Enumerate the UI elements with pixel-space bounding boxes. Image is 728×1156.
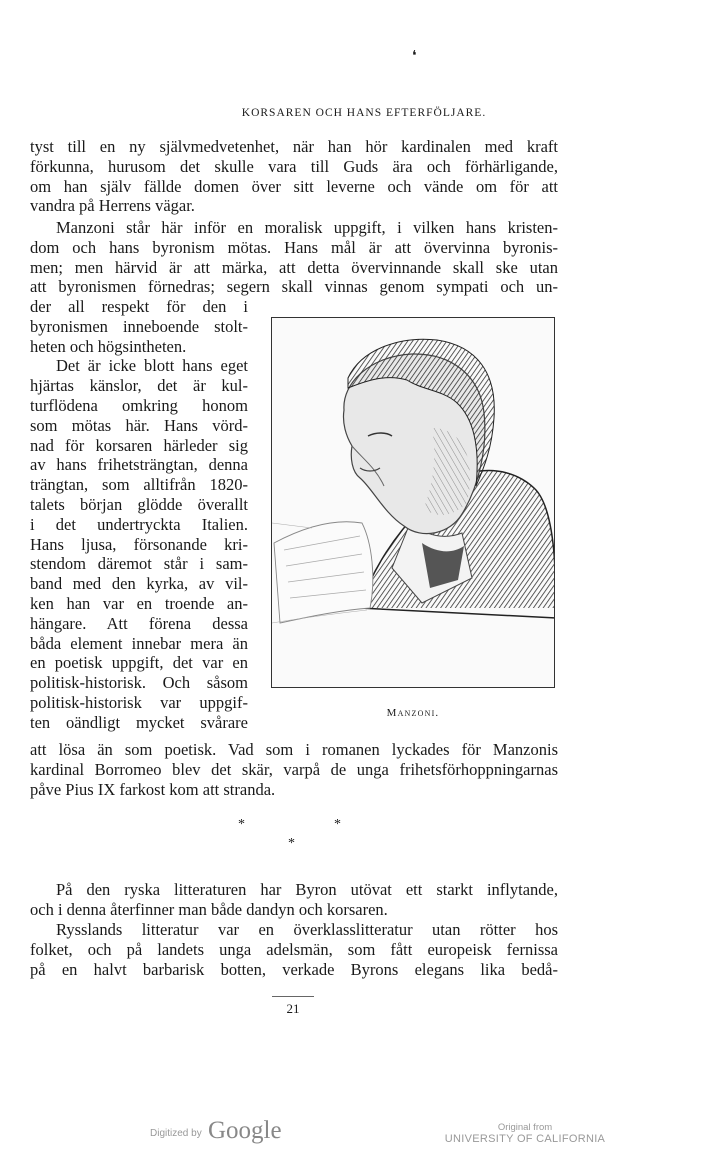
- paragraph-3: [30, 740, 558, 799]
- text-line: nad för korsaren härleder sig: [30, 435, 248, 455]
- text-line: På den ryska litteraturen har Byron utövat ett starkt inflytande,: [56, 880, 558, 899]
- text-line: byronismen inneboende stolt-: [30, 316, 248, 336]
- paragraph-5: [30, 920, 558, 979]
- text-line: ten oändligt mycket svårare: [30, 712, 248, 732]
- text-line: dom och hans byronism mötas. Hans mål är att övervinna byronis-: [30, 237, 558, 257]
- text-line: turflödena omkring honom: [30, 395, 248, 415]
- text-line: ken han var en troende an-: [30, 593, 248, 613]
- text-line: politisk-historisk var uppgif-: [30, 692, 248, 712]
- text-line: förkunna, hurusom det skulle vara till Guds ära och förhärligande,: [30, 156, 558, 176]
- text-line: tyst till en ny självmedvetenhet, när han hör kardinalen med kraft: [30, 137, 558, 156]
- text-line: i det undertryckta Italien.: [30, 514, 248, 534]
- text-line: att lösa än som poetisk. Vad som i romanen lyckades för Manzonis: [30, 740, 558, 759]
- asterism-star: *: [288, 836, 295, 851]
- text-line: hjärtas känslor, det är kul-: [30, 376, 248, 396]
- text-line: att byronismen förnedras; segern skall vinnas genom sympati och un-: [30, 277, 558, 297]
- text-line: båda element innebar mera än: [30, 633, 248, 653]
- text-line: Manzoni står här inför en moralisk uppgift, i vilken hans kristen-: [56, 218, 558, 237]
- portrait-illustration: [272, 318, 555, 688]
- text-line: Rysslands litteratur var en överklasslitteratur utan rötter hos: [56, 920, 558, 939]
- running-head: KORSAREN OCH HANS EFTERFÖLJARE.: [241, 107, 487, 119]
- paragraph-1: [30, 137, 558, 216]
- text-line: om han själv fällde domen över sitt leverne och vände om för att: [30, 176, 558, 196]
- text-line: vandra på Herrens vägar.: [30, 196, 195, 216]
- text-line: stendom däremot står i sam-: [30, 554, 248, 574]
- text-line: på en halvt barbarisk botten, verkade Byrons elegans lika bedå-: [30, 959, 558, 979]
- text-line: trängtan, som alltifrån 1820-: [30, 475, 248, 495]
- text-line: heten och högsintheten.: [30, 336, 187, 356]
- text-line: av hans frihetsträngtan, denna: [30, 455, 248, 475]
- text-line: kardinal Borromeo blev det skär, varpå de unga frihetsförhoppningarnas: [30, 759, 558, 779]
- asterism-star: *: [238, 817, 245, 832]
- scan-mark: ❛: [412, 49, 417, 64]
- paragraph-4: [30, 880, 558, 920]
- portrait-caption: Manzoni.: [386, 707, 440, 719]
- google-logo: Google: [208, 1117, 282, 1144]
- text-line: politisk-historisk. Och såsom: [30, 673, 248, 693]
- narrow-column: [30, 297, 248, 733]
- text-line: som mötas här. Hans vörd-: [30, 415, 248, 435]
- text-line: Hans ljusa, försonande kri-: [30, 534, 248, 554]
- text-line: talets början glödde överallt: [30, 494, 248, 514]
- text-line: och i denna återfinner man både dandyn och korsaren.: [30, 899, 388, 919]
- university-label: UNIVERSITY OF CALIFORNIA: [444, 1133, 606, 1145]
- asterism-star: *: [334, 817, 341, 832]
- page-number: 21: [286, 1001, 300, 1016]
- original-from-label: Original from: [497, 1122, 553, 1133]
- paragraph-2: [30, 218, 558, 297]
- text-line: påve Pius IX farkost kom att stranda.: [30, 779, 276, 799]
- text-line: hängare. Att förena dessa: [30, 613, 248, 633]
- text-line: en poetisk uppgift, det var en: [30, 653, 248, 673]
- footer-rule: [272, 996, 314, 997]
- text-line: men; men härvid är att märka, att detta övervinnande skall ske utan: [30, 257, 558, 277]
- portrait-image: [271, 317, 555, 688]
- text-line: der all respekt för den i: [30, 297, 248, 316]
- text-line: band med den kyrka, av vil-: [30, 574, 248, 594]
- digitized-by-label: Digitized by: [150, 1128, 202, 1139]
- text-line: Det är icke blott hans eget: [56, 356, 248, 376]
- text-line: folket, och på landets unga adelsmän, som fått europeisk fernissa: [30, 939, 558, 959]
